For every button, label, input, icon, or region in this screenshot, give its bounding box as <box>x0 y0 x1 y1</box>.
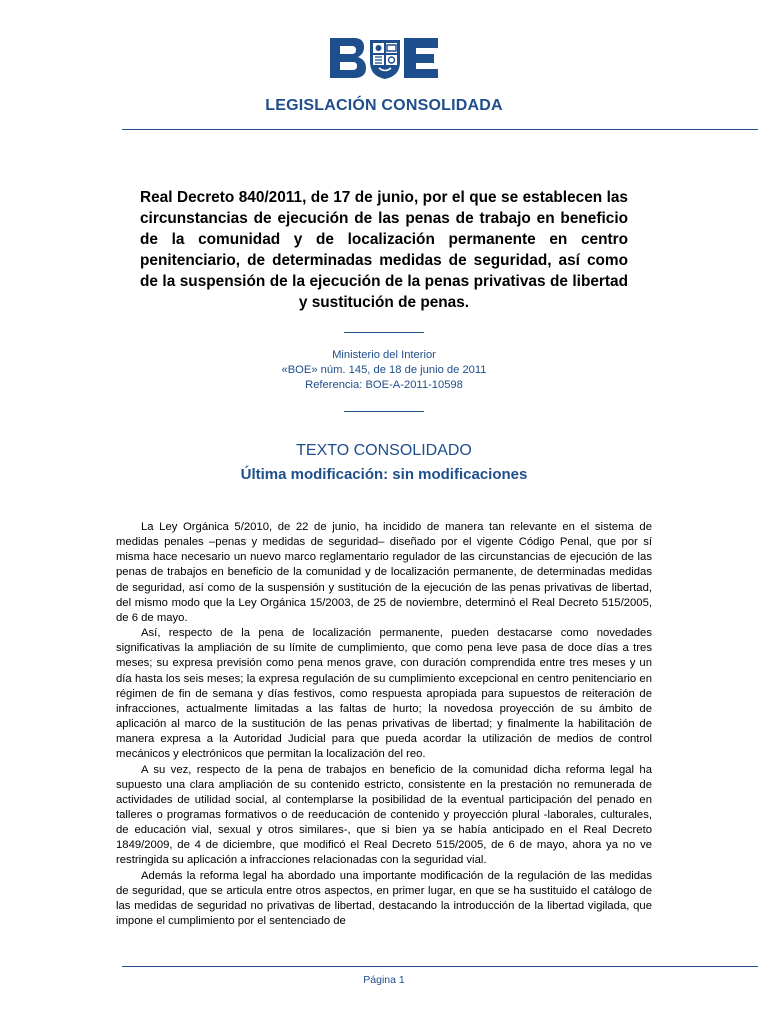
section-title: LEGISLACIÓN CONSOLIDADA <box>265 97 503 114</box>
body-paragraph: La Ley Orgánica 5/2010, de 22 de junio, ha incidido de manera tan relevante en el sistema de medidas penales –penas y medidas de seguridad– diseñado por el vigente Código Penal, que por sí misma hace necesario un nuevo marco reglamentario regulador de las circunstancias de ejecución de las penas de trabajos en beneficio de la comunidad y de localización permanente, de determinadas medidas de seguridad, así como de la suspensión y sustitución de la ejecución de las penas privativas de libertad, del mismo modo que la Ley Orgánica 15/2003, de 25 de noviembre, determinó el Real Decreto 515/2005, de 6 de mayo. <box>116 521 652 624</box>
footer-divider <box>122 966 758 967</box>
document-body <box>116 520 652 929</box>
boe-issue-label: «BOE» núm. 145, de 18 de junio de 2011 <box>281 364 487 376</box>
consolidated-heading: TEXTO CONSOLIDADO <box>296 442 472 459</box>
page-number: Página 1 <box>363 974 405 986</box>
document-title: Real Decreto 840/2011, de 17 de junio, por el que se establecen las circunstancias de ejecución de las penas de trabajo en beneficio de la comunidad y de localización permanente en centro penitenciario, de determinadas medidas de seguridad, así como de la suspensión de la ejecución de la penas privativas de libertad y sustitución de penas. <box>140 189 628 311</box>
title-divider <box>344 332 424 333</box>
ministry-label: Ministerio del Interior <box>332 349 436 361</box>
body-paragraph: Además la reforma legal ha abordado una importante modificación de la regulación de las medidas de seguridad, que se articula entre otros aspectos, en primer lugar, en que se ha sustituido el catálogo de las medidas de seguridad no privativas de libertad, destacando la introducción de la libertad vigilada, que impone el cumplimiento por el sentenciado de <box>116 869 652 928</box>
last-modification-heading: Última modificación: sin modificaciones <box>240 466 528 483</box>
metadata-divider <box>344 411 424 412</box>
reference-label: Referencia: BOE-A-2011-10598 <box>305 379 463 391</box>
boe-logo <box>328 36 440 80</box>
document-metadata <box>0 348 768 393</box>
header-divider <box>122 129 758 130</box>
body-paragraph: A su vez, respecto de la pena de trabajos en beneficio de la comunidad dicha reforma legal ha supuesto una clara ampliación de su contenido estricto, consistente en la prestación no remunerada de actividades de utilidad social, al contemplarse la posibilidad de la eventual participación del penado en talleres o programas formativos o de reeducación de contenido y proyección plural -laborales, culturales, de educación vial, sexual y otros similares-, que si bien ya se había anticipado en el Real Decreto 1849/2009, de 4 de diciembre, que modificó el Real Decreto 515/2005, de 6 de mayo, ahora ya no ve restringida su aplicación a infracciones relacionadas con la seguridad vial. <box>116 763 652 867</box>
body-paragraph: Así, respecto de la pena de localización permanente, pueden destacarse como novedades significativas la ampliación de su límite de cumplimiento, que como pena leve pasa de doce días a tres meses; su expresa previsión como pena menos grave, con duración comprendida entre tres meses y un día hasta los seis meses; la expresa regulación de su cumplimiento excepcional en centro penitenciario en régimen de fin de semana y días festivos, como respuesta apropiada para supuestos de reiteración de infracciones, actualmente limitadas a las faltas de hurto; la novedosa proyección de su ámbito de aplicación al marco de la sustitución de las penas privativas de libertad; y finalmente la habilitación de manera expresa a la Autoridad Judicial para que pueda acordar la utilización de medios de control mecánicos y electrónicos que permitan la localización del reo. <box>116 627 652 761</box>
